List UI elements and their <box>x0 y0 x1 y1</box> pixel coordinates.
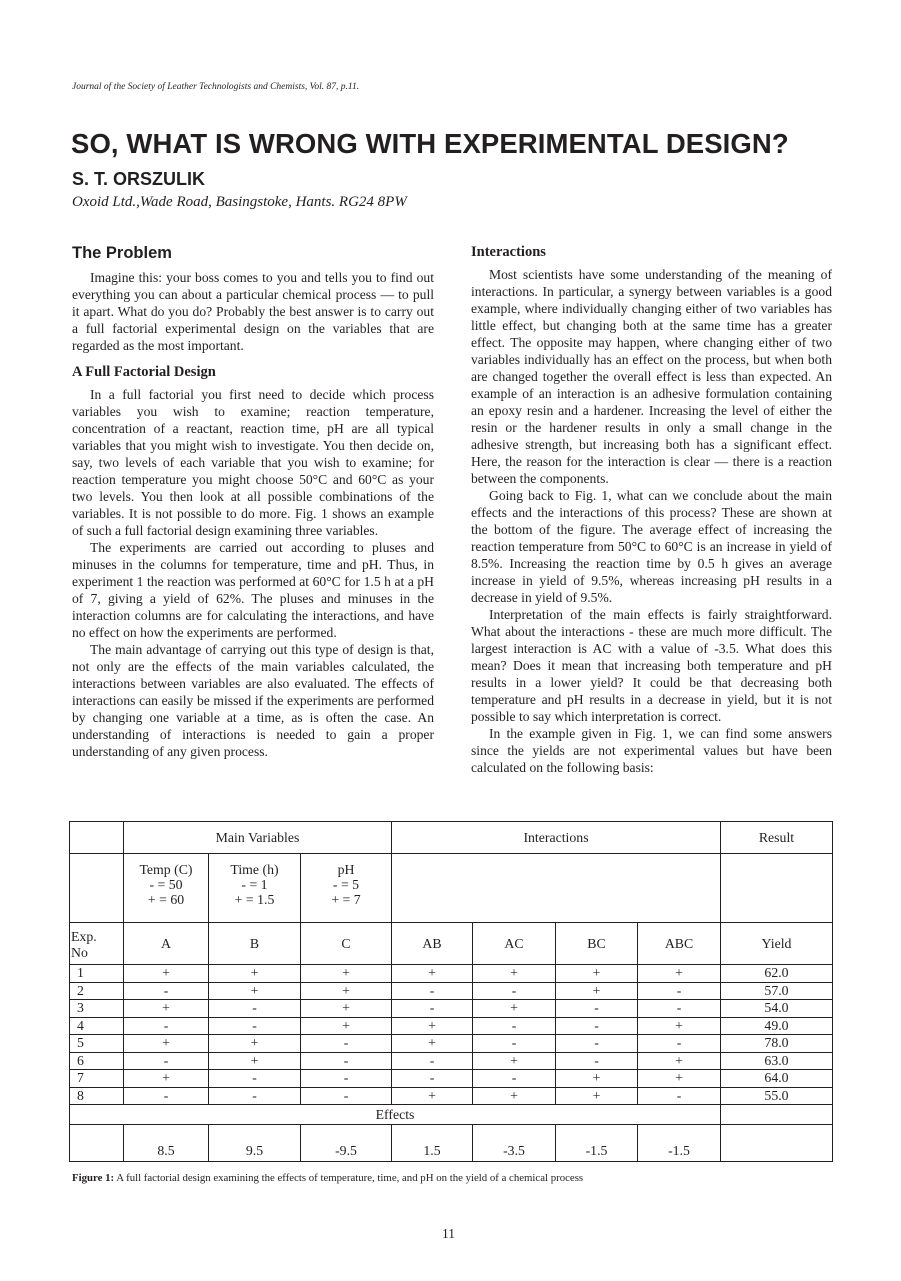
column-header-c: C <box>301 923 392 965</box>
effect-value-abc: -1.5 <box>638 1125 721 1162</box>
column-header-yield: Yield <box>721 923 833 965</box>
sign-cell-ac: + <box>473 965 556 983</box>
variable-name: Time (h) <box>230 862 279 877</box>
right-column <box>471 244 832 776</box>
caption-text: A full factorial design examining the effects of temperature, time, and pH on the yield of a chemical process <box>114 1172 584 1184</box>
sign-cell-ac: - <box>473 1070 556 1088</box>
effects-values-row <box>70 1125 833 1162</box>
column-header-a: A <box>124 923 209 965</box>
sign-cell-a: - <box>124 1017 209 1035</box>
variable-name: Temp (C) <box>139 862 193 877</box>
table-group-header-row <box>70 822 833 854</box>
exp-number: 4 <box>70 1017 124 1035</box>
effect-value-b: 9.5 <box>209 1125 301 1162</box>
sign-cell-abc: - <box>638 982 721 1000</box>
page-number: 11 <box>442 1226 455 1241</box>
paragraph: Imagine this: your boss comes to you and tells you to find out everything you can about a particular chemical process — to pull it apart. What do you do? Probably the best answer is to carry out a full factorial experimental design on the variables that are regarded as the most important. <box>72 270 434 353</box>
section-heading-interactions: Interactions <box>471 244 546 260</box>
variable-high-level: + = 60 <box>147 892 185 907</box>
table-row <box>70 965 833 983</box>
sign-cell-b: + <box>209 965 301 983</box>
sign-cell-ac: + <box>473 1052 556 1070</box>
group-header-interactions: Interactions <box>392 822 721 854</box>
variable-high-level: + = 7 <box>331 892 361 907</box>
sign-cell-ab: + <box>392 1087 473 1105</box>
sign-cell-abc: + <box>638 1017 721 1035</box>
paragraph: In a full factorial you first need to decide which process variables you wish to examine; reaction temperature, concentration of a reactant, reaction time, pH are all typical variables that you might wish to investigate. You then decide on, say, two levels of each variable that you wish to examine; for reaction temperature you might choose 50°C and 60°C as your two levels. You then look at all possible combinations of the variables. It is not possible to do more. Fig. 1 shows an example of such a full factorial design examining three variables. <box>72 387 434 538</box>
sign-cell-b: + <box>209 982 301 1000</box>
variable-time-cell <box>209 854 301 923</box>
table-row <box>70 1052 833 1070</box>
exp-number: 8 <box>70 1087 124 1105</box>
sign-cell-ab: - <box>392 1070 473 1088</box>
table-cell-empty <box>721 1125 833 1162</box>
table-row <box>70 982 833 1000</box>
table-row <box>70 1000 833 1018</box>
sign-cell-ac: - <box>473 1017 556 1035</box>
effect-value-ab: 1.5 <box>392 1125 473 1162</box>
table-cell-empty <box>721 854 833 923</box>
sign-cell-ab: + <box>392 965 473 983</box>
section-heading-full-factorial: A Full Factorial Design <box>72 364 216 380</box>
yield-value: 62.0 <box>721 965 833 983</box>
left-column <box>72 244 434 760</box>
sign-cell-bc: + <box>556 1070 638 1088</box>
column-header-b: B <box>209 923 301 965</box>
table-cell-empty <box>721 1105 833 1125</box>
variable-low-level: - = 50 <box>149 877 183 892</box>
table-row <box>70 1035 833 1053</box>
sign-cell-c: + <box>301 965 392 983</box>
section-heading-problem: The Problem <box>72 244 172 262</box>
sign-cell-a: + <box>124 1035 209 1053</box>
sign-cell-b: + <box>209 1035 301 1053</box>
sign-cell-abc: + <box>638 965 721 983</box>
variable-name: pH <box>337 862 355 877</box>
author-affiliation: Oxoid Ltd.,Wade Road, Basingstoke, Hants. RG24 8PW <box>72 194 407 210</box>
sign-cell-ac: + <box>473 1000 556 1018</box>
yield-value: 54.0 <box>721 1000 833 1018</box>
paragraph: The main advantage of carrying out this type of design is that, not only are the effects of the main variables calculated, the interactions between variables are also evaluated. The effects of interactions can easily be missed if the experiments are performed by changing one variable at a time, as is often the case. An understanding of interactions is needed to gain a proper understanding of any given process. <box>72 642 434 759</box>
sign-cell-b: - <box>209 1017 301 1035</box>
sign-cell-a: + <box>124 1000 209 1018</box>
exp-number: 6 <box>70 1052 124 1070</box>
table-variable-levels-row <box>70 854 833 923</box>
column-header-ac: AC <box>473 923 556 965</box>
sign-cell-c: + <box>301 982 392 1000</box>
exp-number: 2 <box>70 982 124 1000</box>
table-column-header-row <box>70 923 833 965</box>
exp-number: 1 <box>70 965 124 983</box>
table-body <box>70 965 833 1105</box>
sign-cell-a: + <box>124 965 209 983</box>
sign-cell-c: - <box>301 1070 392 1088</box>
sign-cell-ab: - <box>392 1052 473 1070</box>
yield-value: 64.0 <box>721 1070 833 1088</box>
sign-cell-a: - <box>124 1052 209 1070</box>
sign-cell-bc: - <box>556 1035 638 1053</box>
column-header-bc: BC <box>556 923 638 965</box>
paragraph: Most scientists have some understanding of the meaning of interactions. In particular, a synergy between variables is a good example, where individually changing either of two variables has little effect, but changing both at the same time has a greater effect. The opposite may happen, where changing either of two variables individually has an effect on the process, but when both are changed together the overall effect is less than expected. An example of an interaction is an adhesive formulation containing an epoxy resin and a hardener. Increasing the level of either the resin or the hardener results in only a small change in the adhesive strength, but increasing both has a significant effect. Here, the reason for the interaction is clear — there is a reaction between the components. <box>471 267 832 486</box>
table-cell-empty <box>70 1125 124 1162</box>
sign-cell-abc: - <box>638 1035 721 1053</box>
sign-cell-c: - <box>301 1052 392 1070</box>
sign-cell-ab: + <box>392 1017 473 1035</box>
exp-number: 3 <box>70 1000 124 1018</box>
variable-ph-cell <box>301 854 392 923</box>
effect-value-a: 8.5 <box>124 1125 209 1162</box>
sign-cell-c: - <box>301 1035 392 1053</box>
sign-cell-c: - <box>301 1087 392 1105</box>
sign-cell-abc: - <box>638 1087 721 1105</box>
sign-cell-a: - <box>124 982 209 1000</box>
sign-cell-a: + <box>124 1070 209 1088</box>
sign-cell-ac: - <box>473 982 556 1000</box>
sign-cell-c: + <box>301 1017 392 1035</box>
table-cell-empty <box>70 822 124 854</box>
yield-value: 63.0 <box>721 1052 833 1070</box>
factorial-design-table <box>69 821 833 1162</box>
sign-cell-ab: - <box>392 1000 473 1018</box>
effect-value-ac: -3.5 <box>473 1125 556 1162</box>
sign-cell-bc: + <box>556 965 638 983</box>
sign-cell-ab: - <box>392 982 473 1000</box>
author-name: S. T. ORSZULIK <box>72 169 206 189</box>
sign-cell-ab: + <box>392 1035 473 1053</box>
paragraph: Going back to Fig. 1, what can we conclude about the main effects and the interactions of this process? These are shown at the bottom of the figure. The average effect of increasing the reaction temperature from 50°C to 60°C is an increase in yield of 8.5%. Increasing the reaction time by 0.5 h gives an average increase in yield of 9.5%, whereas increasing pH results in a decrease in yield of 9.5%. <box>471 488 832 605</box>
variable-low-level: - = 1 <box>241 877 268 892</box>
table-row <box>70 1070 833 1088</box>
sign-cell-ac: - <box>473 1035 556 1053</box>
sign-cell-abc: + <box>638 1070 721 1088</box>
group-header-result: Result <box>721 822 833 854</box>
table-cell-empty <box>70 854 124 923</box>
paragraph: The experiments are carried out according to pluses and minuses in the columns for temperature, time and pH. Thus, in experiment 1 the reaction was performed at 60°C for 1.5 h at a pH of 7, giving a yield of 62%. The pluses and minuses in the interaction columns are for calculating the interactions, and have no effect on how the experiments are performed. <box>72 540 434 640</box>
sign-cell-bc: - <box>556 1000 638 1018</box>
paragraph: In the example given in Fig. 1, we can find some answers since the yields are not experimental values but have been calculated on the following basis: <box>471 726 832 775</box>
exp-number: 7 <box>70 1070 124 1088</box>
sign-cell-abc: + <box>638 1052 721 1070</box>
variable-temp-cell <box>124 854 209 923</box>
sign-cell-b: - <box>209 1070 301 1088</box>
caption-label: Figure 1: <box>72 1172 115 1184</box>
effect-value-c: -9.5 <box>301 1125 392 1162</box>
effects-label-row <box>70 1105 833 1125</box>
exp-number: 5 <box>70 1035 124 1053</box>
exp-label-line2: No <box>71 945 88 960</box>
sign-cell-abc: - <box>638 1000 721 1018</box>
table-row <box>70 1087 833 1105</box>
column-header-ab: AB <box>392 923 473 965</box>
paragraph: Interpretation of the main effects is fairly straightforward. What about the interactions - these are much more difficult. The largest interaction is AC with a value of -3.5. What does this mean? Does it mean that increasing both temperature and pH results in a lower yield? It could be that decreasing both temperature and pH results in a decrease in yield, but it is not possible to say which interpretation is correct. <box>471 607 832 724</box>
yield-value: 55.0 <box>721 1087 833 1105</box>
exp-label-line1: Exp. <box>71 929 97 944</box>
sign-cell-bc: + <box>556 982 638 1000</box>
sign-cell-bc: - <box>556 1017 638 1035</box>
sign-cell-b: - <box>209 1000 301 1018</box>
yield-value: 57.0 <box>721 982 833 1000</box>
table-row <box>70 1017 833 1035</box>
variable-high-level: + = 1.5 <box>234 892 275 907</box>
sign-cell-ac: + <box>473 1087 556 1105</box>
sign-cell-c: + <box>301 1000 392 1018</box>
yield-value: 78.0 <box>721 1035 833 1053</box>
effects-label: Effects <box>70 1105 721 1125</box>
sign-cell-bc: + <box>556 1087 638 1105</box>
journal-reference: Journal of the Society of Leather Technologists and Chemists, Vol. 87, p.11. <box>72 82 360 92</box>
group-header-main-variables: Main Variables <box>124 822 392 854</box>
sign-cell-b: + <box>209 1052 301 1070</box>
yield-value: 49.0 <box>721 1017 833 1035</box>
variable-low-level: - = 5 <box>332 877 360 892</box>
exp-no-header <box>70 923 124 965</box>
sign-cell-b: - <box>209 1087 301 1105</box>
sign-cell-a: - <box>124 1087 209 1105</box>
column-header-abc: ABC <box>638 923 721 965</box>
sign-cell-bc: - <box>556 1052 638 1070</box>
effect-value-bc: -1.5 <box>556 1125 638 1162</box>
table-cell-empty <box>392 854 721 923</box>
article-title: SO, WHAT IS WRONG WITH EXPERIMENTAL DESIGN? <box>71 128 789 159</box>
figure-caption <box>72 1172 583 1184</box>
